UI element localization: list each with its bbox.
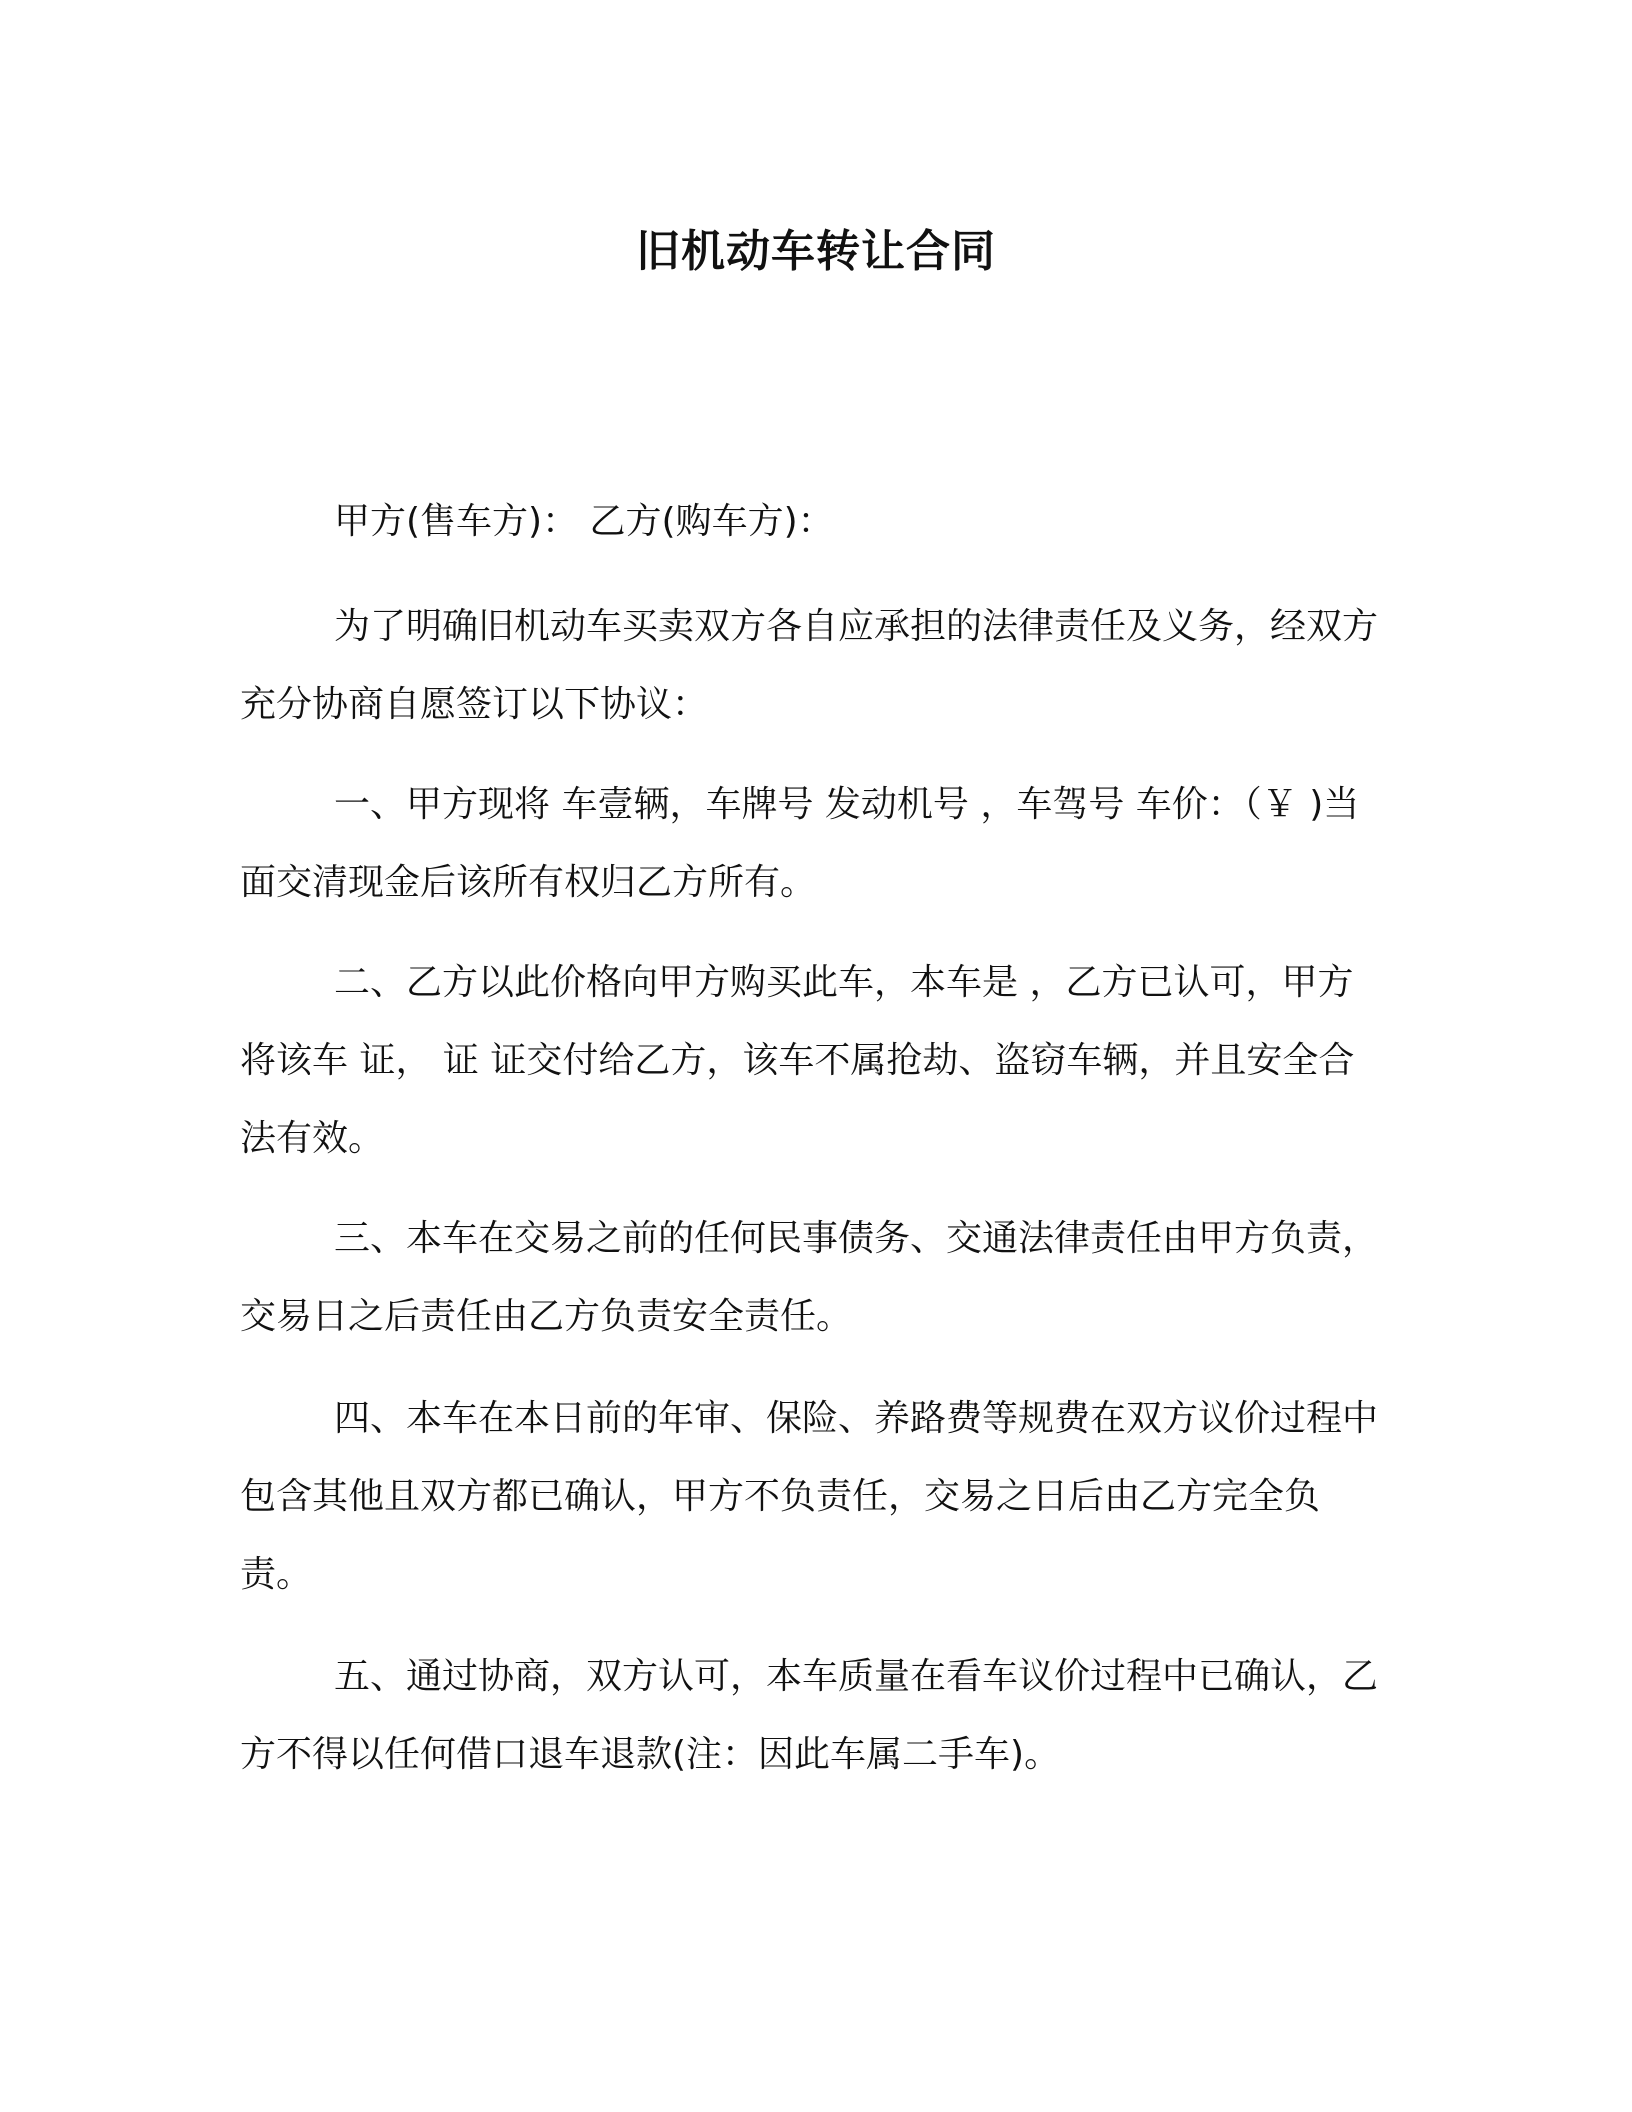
clause-2-paragraph: 二、乙方以此价格向甲方购买此车，本车是 ，乙方已认可，甲方将该车 证， 证 证交付给乙方，该车不属抢劫、盗窃车辆，并且安全合法有效。 — [240, 962, 1355, 1159]
clause-5-paragraph: 五、通过协商，双方认可，本车质量在看车议价过程中已确认，乙方不得以任何借口退车退款(注：因此车属二手车)。 — [240, 1656, 1379, 1775]
clause-1-paragraph: 一、甲方现将 车壹辆，车牌号 发动机号 ，车驾号 车价：（￥ )当面交清现金后该所有权归乙方所有。 — [240, 784, 1360, 903]
document-title: 旧机动车转让合同 — [636, 226, 996, 277]
clause-3-paragraph: 三、本车在交易之前的任何民事债务、交通法律责任由甲方负责，交易日之后责任由乙方负责安全责任。 — [240, 1218, 1379, 1337]
parties-line: 甲方(售车方)： 乙方(购车方)： — [334, 501, 834, 542]
clause-4-paragraph: 四、本车在本日前的年审、保险、养路费等规费在双方议价过程中包含其他且双方都已确认，甲方不负责任，交易之日后由乙方完全负责。 — [240, 1398, 1379, 1595]
intro-paragraph: 为了明确旧机动车买卖双方各自应承担的法律责任及义务，经双方充分协商自愿签订以下协议： — [240, 606, 1379, 725]
